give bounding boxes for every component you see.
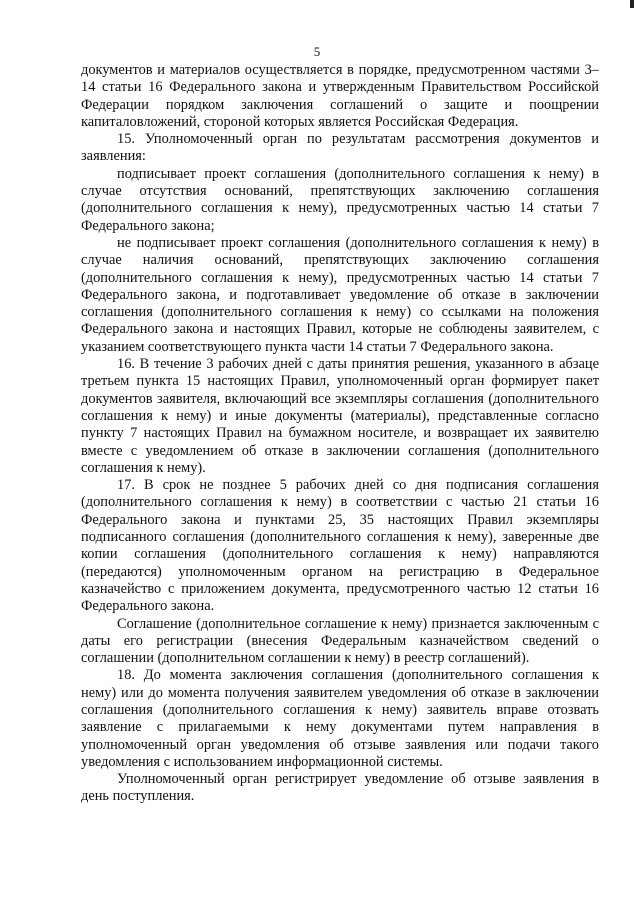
page-number: 5 bbox=[313, 44, 321, 59]
paragraph-item-17-registration: Соглашение (дополнительное соглашение к нему) признается заключенным с даты его регистрации (внесения Федеральным казначейством сведений о соглашении (дополнительном соглашении к нему) в реестр соглашений). bbox=[81, 615, 599, 667]
paragraph-item-16: 16. В течение 3 рабочих дней с даты принятия решения, указанного в абзаце третьем пункта 15 настоящих Правил, уполномоченный орган формирует пакет документов заявителя, включающий все экземпляры соглашения (дополнительного соглашения к нему) и иные документы (материалы), представленные согласно пункту 7 настоящих Правил на бумажном носителе, и возвращает их заявителю вместе с уведомлением об отказе в заключении соглашения (дополнительного соглашения к нему). bbox=[81, 356, 599, 476]
paragraph-item-15-refuse: не подписывает проект соглашения (дополнительного соглашения к нему) в случае наличия оснований, препятствующих заключению соглашения (дополнительного соглашения к нему), предусмотренных частью 14 статьи 7 Федерального закона, и подготавливает уведомление об отказе в заключении соглашения (дополнительного соглашения к нему) со ссылками на положения Федерального закона и настоящих Правил, которые не соблюдены заявителем, с указанием соответствующего пункта части 14 статьи 7 Федерального закона. bbox=[81, 234, 599, 355]
document-body bbox=[81, 62, 599, 806]
paragraph-item-15: 15. Уполномоченный орган по результатам рассмотрения документов и заявления: bbox=[81, 131, 599, 165]
paragraph-item-15-sign: подписывает проект соглашения (дополнительного соглашения к нему) в случае отсутствия оснований, препятствующих заключению соглашения (дополнительного соглашения к нему), предусмотренных частью 14 статьи 7 Федерального закона; bbox=[81, 165, 599, 234]
paragraph-item-18-registration: Уполномоченный орган регистрирует уведомление об отзыве заявления в день поступления. bbox=[81, 771, 599, 805]
page-edge-mark bbox=[630, 0, 634, 8]
paragraph-continuation: документов и материалов осуществляется в порядке, предусмотренном частями 3–14 статьи 16 Федерального закона и утвержденным Правительством Российской Федерации порядком заключения соглашений о защите и поощрении капиталовложений, стороной которых является Российская Федерация. bbox=[81, 62, 599, 130]
paragraph-item-17: 17. В срок не позднее 5 рабочих дней со дня подписания соглашения (дополнительного соглашения к нему) в соответствии с частью 21 статьи 16 Федерального закона и пунктами 25, 35 настоящих Правил экземпляры подписанного соглашения (дополнительного соглашения к нему), заверенные две копии соглашения (дополнительного соглашения к нему) направляются (передаются) уполномоченным органом на регистрацию в Федеральное казначейство с приложением документа, предусмотренного частью 12 статьи 16 Федерального закона. bbox=[81, 477, 599, 615]
paragraph-item-18: 18. До момента заключения соглашения (дополнительного соглашения к нему) или до момента получения заявителем уведомления об отказе в заключении соглашения (дополнительного соглашения к нему) заявитель вправе отозвать заявление с прилагаемыми к нему документами путем направления в уполномоченный орган уведомления об отзыве заявления или подачи такого уведомления с использованием информационной системы. bbox=[81, 667, 599, 770]
